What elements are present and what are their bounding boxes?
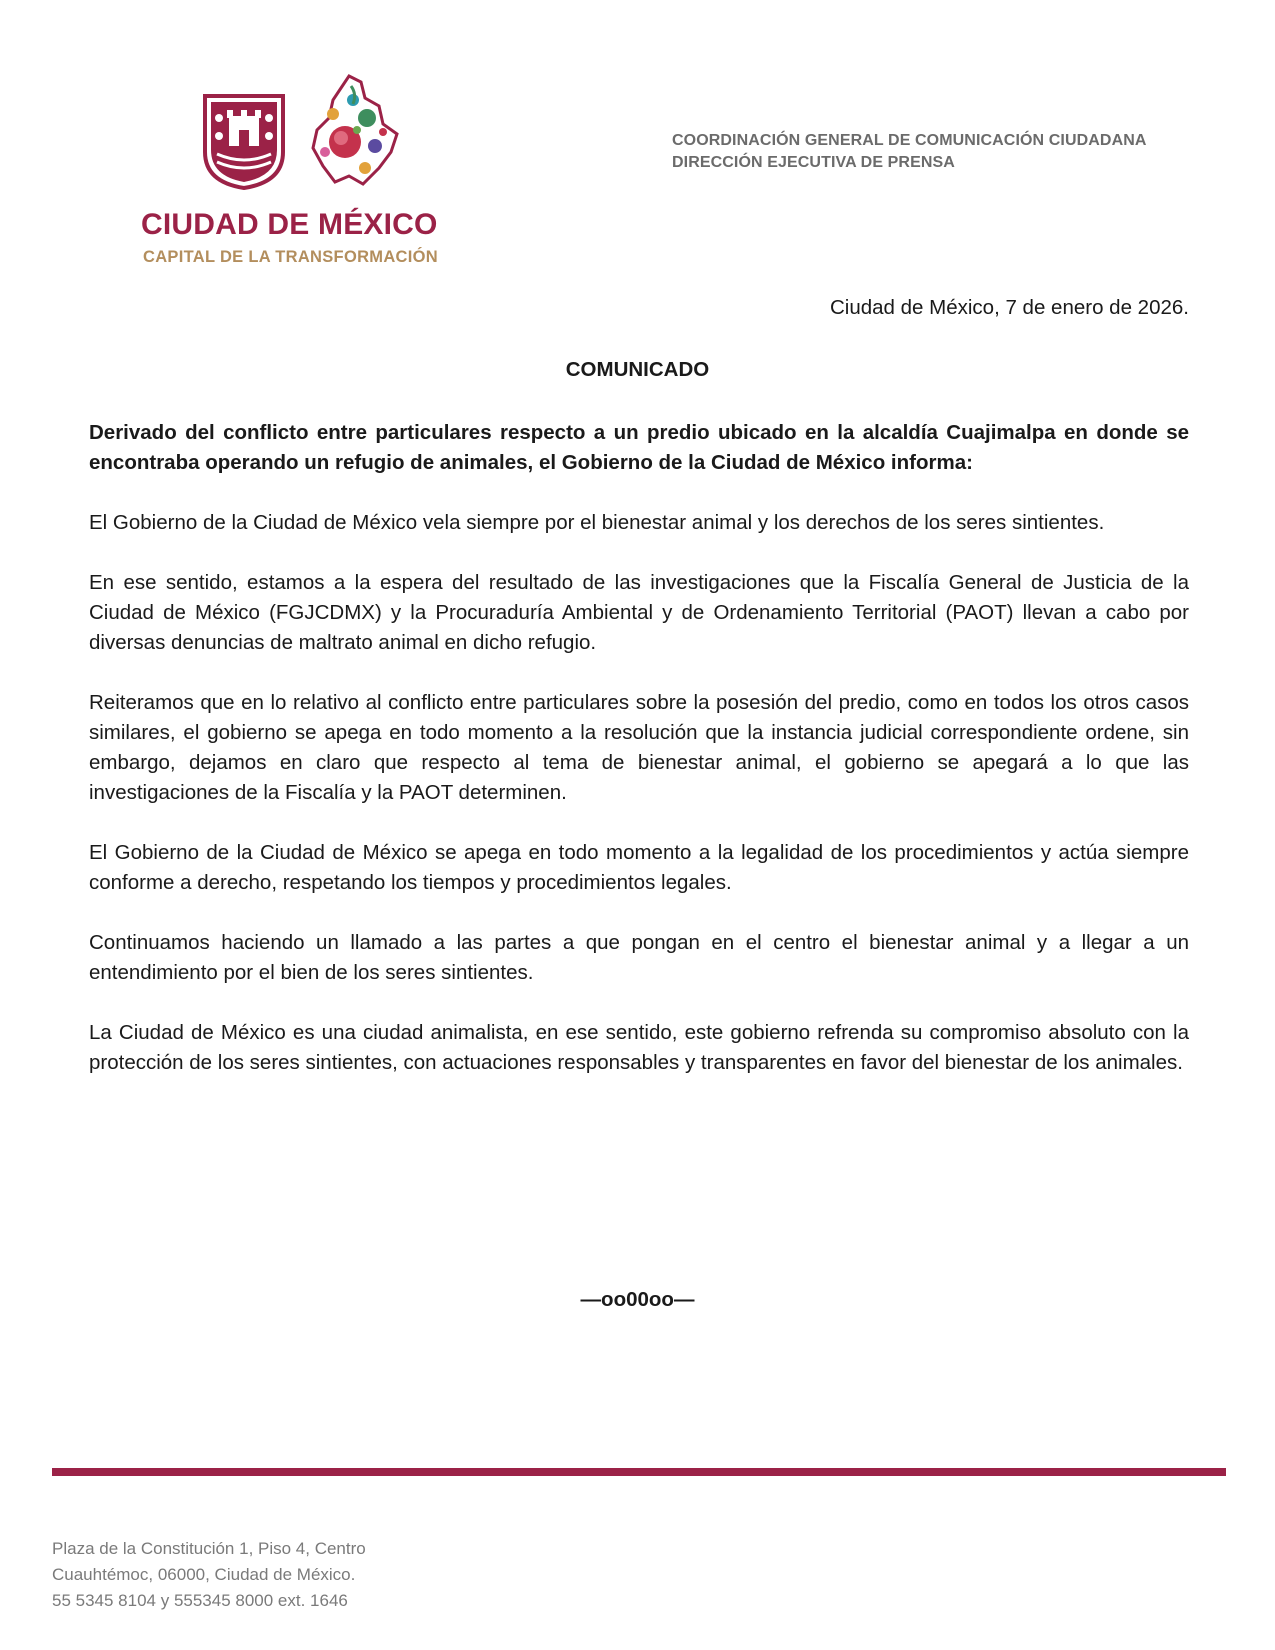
office-line-1: COORDINACIÓN GENERAL DE COMUNICACIÓN CIUDADANA [672, 132, 1147, 149]
address-line-1: Plaza de la Constitución 1, Piso 4, Centro [52, 1539, 366, 1558]
body-paragraph: La Ciudad de México es una ciudad animalista, en ese sentido, este gobierno refrenda su compromiso absoluto con la protección de los seres sintientes, con actuaciones responsables y transparentes en favor del bienestar de los animales. [89, 1021, 1189, 1074]
document-heading: COMUNICADO [565, 358, 710, 381]
address-line-2: Cuauhtémoc, 06000, Ciudad de México. [52, 1565, 356, 1584]
office-line-2: DIRECCIÓN EJECUTIVA DE PRENSA [672, 154, 955, 171]
cdmx-map-icon [305, 72, 405, 190]
body-paragraph: El Gobierno de la Ciudad de México se apega en todo momento a la legalidad de los procedimientos y actúa siempre conforme a derecho, respetando los tiempos y procedimientos legales. [89, 841, 1189, 894]
body-paragraph: El Gobierno de la Ciudad de México vela siempre por el bienestar animal y los derechos de los seres sintientes. [89, 511, 1105, 534]
footer-divider [52, 1468, 1226, 1476]
address-line-3: 55 5345 8104 y 555345 8000 ext. 1646 [52, 1591, 348, 1610]
body-paragraph: Reiteramos que en lo relativo al conflicto entre particulares sobre la posesión del predio, como en todos los otros casos similares, el gobierno se apega en todo momento a la resolución que la instancia judicial correspondiente ordene, sin embargo, dejamos en claro que respecto al tema de bienestar animal, el gobierno se apegará a lo que las investigaciones de la Fiscalía y la PAOT determinen. [89, 691, 1189, 804]
city-shield-icon [203, 94, 285, 190]
closing-mark: —oo00oo— [580, 1288, 695, 1311]
brand-title: CIUDAD DE MÉXICO [141, 208, 438, 241]
document-date: Ciudad de México, 7 de enero de 2026. [829, 296, 1189, 319]
body-paragraph: Continuamos haciendo un llamado a las partes a que pongan en el centro el bienestar animal y a llegar a un entendimiento por el bien de los seres sintientes. [89, 931, 1189, 984]
lead-paragraph: Derivado del conflicto entre particulares respecto a un predio ubicado en la alcaldía Cuajimalpa en donde se encontraba operando un refugio de animales, el Gobierno de la Ciudad de México informa: [89, 421, 1189, 474]
brand-subtitle: CAPITAL DE LA TRANSFORMACIÓN [143, 248, 438, 266]
office-header [672, 130, 1147, 174]
footer-address [52, 1536, 366, 1614]
cdmx-logo [135, 68, 455, 278]
document-body [89, 418, 1189, 1108]
body-paragraph: En ese sentido, estamos a la espera del resultado de las investigaciones que la Fiscalía General de Justicia de la Ciudad de México (FGJCDMX) y la Procuraduría Ambiental y de Ordenamiento Territorial (PAOT) llevan a cabo por diversas denuncias de maltrato animal en dicho refugio. [89, 571, 1189, 654]
